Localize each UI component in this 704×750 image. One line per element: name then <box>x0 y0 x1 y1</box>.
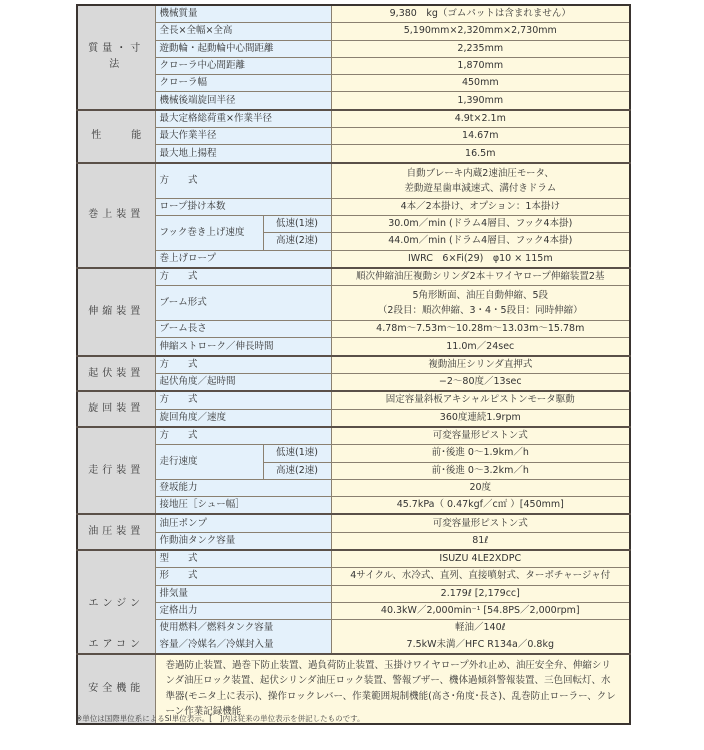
row-label: クローラ中心間距離 <box>155 57 331 74</box>
row-value: −2～80度／13sec <box>331 374 630 392</box>
table-row <box>77 374 630 392</box>
group-label: 性 能 <box>77 110 155 163</box>
row-label: フック巻き上げ速度 <box>155 215 263 250</box>
row-label: ブーム形式 <box>155 286 331 321</box>
row-label: 作動油タンク容量 <box>155 532 331 550</box>
row-value <box>331 286 630 321</box>
row-label: 最大作業半径 <box>155 128 331 145</box>
row-value: 4.9t×2.1m <box>331 110 630 128</box>
table-row <box>77 250 630 268</box>
value-line-2: 差動遊星歯車減速式、溝付きドラム <box>404 182 557 194</box>
table-row <box>77 550 630 568</box>
row-label: 機械質量 <box>155 5 331 23</box>
row-value: 4本／2本掛け、オプション：1本掛け <box>331 198 630 215</box>
value-line-1: 5角形断面、油圧自動伸縮、5段 <box>412 290 549 302</box>
row-label: ブーム長さ <box>155 321 331 338</box>
table-row <box>77 585 630 602</box>
row-label: 全長×全幅×全高 <box>155 23 331 40</box>
row-label: 旋回角度／速度 <box>155 409 331 427</box>
row-label: 排気量 <box>155 585 331 602</box>
table-row <box>77 514 630 532</box>
sub-label: 高速(2速) <box>263 233 331 250</box>
table-row <box>77 532 630 550</box>
row-label: 遊動輪・起動輪中心間距離 <box>155 40 331 57</box>
row-value: 44.0m／min (ドラム4層目、フック4本掛) <box>331 233 630 250</box>
row-value: 1,390mm <box>331 92 630 110</box>
row-label: 油圧ポンプ <box>155 514 331 532</box>
row-label: 容量／冷媒名／冷媒封入量 <box>155 637 331 654</box>
table-row <box>77 321 630 338</box>
table-row <box>77 57 630 74</box>
group-label: 旋回装置 <box>77 391 155 427</box>
table-row <box>77 40 630 57</box>
row-value <box>331 163 630 199</box>
row-label: 起伏角度／起時間 <box>155 374 331 392</box>
row-value: 7.5kW未満／HFC R134a／0.8kg <box>331 637 630 654</box>
table-row <box>77 568 630 585</box>
row-value: 81ℓ <box>331 532 630 550</box>
row-label: 最大地上揚程 <box>155 145 331 163</box>
row-value: 40.3kW／2,000min⁻¹ [54.8PS／2,000rpm] <box>331 602 630 619</box>
table-row <box>77 110 630 128</box>
row-value: 4サイクル、水冷式、直列、直接噴射式、ターボチャージャ付 <box>331 568 630 585</box>
group-label: 質量・寸法 <box>77 5 155 110</box>
row-value: 順次伸縮油圧複動シリンダ2本＋ワイヤロープ伸縮装置2基 <box>331 268 630 286</box>
row-label: 方 式 <box>155 391 331 409</box>
table-row <box>77 479 630 496</box>
row-label: 登坂能力 <box>155 479 331 496</box>
table-row <box>77 92 630 110</box>
row-label: 最大定格総荷重×作業半径 <box>155 110 331 128</box>
table-row <box>77 286 630 321</box>
spec-table <box>76 4 631 725</box>
row-label: 接地圧［シュー幅］ <box>155 497 331 515</box>
row-value: 複動油圧シリンダ直押式 <box>331 356 630 374</box>
sub-label: 低速(1速) <box>263 215 331 232</box>
row-value: 前･後進 0～1.9km／h <box>331 445 630 462</box>
row-value: IWRC 6×Fi(29) φ10 × 115m <box>331 250 630 268</box>
row-label: 形 式 <box>155 568 331 585</box>
table-row <box>77 5 630 23</box>
group-label: 走行装置 <box>77 427 155 514</box>
row-value: 2.179ℓ [2,179cc] <box>331 585 630 602</box>
table-row <box>77 338 630 356</box>
row-label: 方 式 <box>155 427 331 445</box>
row-value: 30.0m／min (ドラム4層目、フック4本掛) <box>331 215 630 232</box>
row-label: ロープ掛け本数 <box>155 198 331 215</box>
table-row <box>77 75 630 92</box>
group-label-aircon: エアコン <box>77 620 155 654</box>
row-label: 巻上げロープ <box>155 250 331 268</box>
table-row <box>77 23 630 40</box>
row-value: 360度連続1.9rpm <box>331 409 630 427</box>
row-value: 45.7kPa（ 0.47kgf／c㎡ ）[450mm] <box>331 497 630 515</box>
group-label: エンジン <box>77 550 155 620</box>
row-value: 4.78m～7.53m～10.28m～13.03m～15.78m <box>331 321 630 338</box>
group-label: 伸縮装置 <box>77 268 155 356</box>
table-row <box>77 391 630 409</box>
footnote: ※単位は国際単位系によるSI単位表示。[ ]内は従来の単位表示を併記したものです。 <box>76 714 365 723</box>
row-label: 方 式 <box>155 163 331 199</box>
group-label: 安全機能 <box>77 654 155 724</box>
row-label: 型 式 <box>155 550 331 568</box>
row-value: 9,380 kg（ゴムパットは含まれません） <box>331 5 630 23</box>
table-row <box>77 356 630 374</box>
row-label: 方 式 <box>155 268 331 286</box>
row-value: 2,235mm <box>331 40 630 57</box>
row-value: 14.67m <box>331 128 630 145</box>
table-row <box>77 409 630 427</box>
table-row <box>77 602 630 619</box>
row-value: 1,870mm <box>331 57 630 74</box>
table-row <box>77 198 630 215</box>
group-label: 油圧装置 <box>77 514 155 550</box>
row-value: 軽油／140ℓ <box>331 620 630 637</box>
table-row <box>77 445 630 462</box>
row-value: ISUZU 4LE2XDPC <box>331 550 630 568</box>
table-row <box>77 620 630 637</box>
sub-label: 低速(1速) <box>263 445 331 462</box>
row-label: 機械後端旋回半径 <box>155 92 331 110</box>
row-value: 16.5m <box>331 145 630 163</box>
safety-features: 巻過防止装置、過巻下防止装置、過負荷防止装置、玉掛けワイヤロープ外れ止め、油圧安全弁、伸縮シリンダ油圧ロック装置、起伏シリンダ油圧ロック装置、警報ブザー、機体過傾斜警報装置、三色回転灯、水準器(モニタ上に表示)、操作ロックレバー、作業範囲規制機能(高さ･角度･長さ)、乱巻防止ローラー、クレーン作業記録機能 <box>155 654 630 724</box>
row-label: 定格出力 <box>155 602 331 619</box>
table-row <box>77 128 630 145</box>
row-label: 伸縮ストローク／伸長時間 <box>155 338 331 356</box>
row-value: 5,190mm×2,320mm×2,730mm <box>331 23 630 40</box>
row-label: クローラ幅 <box>155 75 331 92</box>
row-label: 使用燃料／燃料タンク容量 <box>155 620 331 637</box>
row-label: 走行速度 <box>155 445 263 480</box>
table-row <box>77 215 630 232</box>
row-value: 可変容量形ピストン式 <box>331 514 630 532</box>
table-row <box>77 163 630 199</box>
table-row <box>77 268 630 286</box>
row-label: 方 式 <box>155 356 331 374</box>
row-value: 前･後進 0～3.2km／h <box>331 462 630 479</box>
row-value: 20度 <box>331 479 630 496</box>
table-row <box>77 497 630 515</box>
row-value: 固定容量斜板アキシャルピストンモータ駆動 <box>331 391 630 409</box>
table-row <box>77 145 630 163</box>
value-line-1: 自動ブレーキ内蔵2速油圧モータ、 <box>406 167 554 179</box>
table-row <box>77 427 630 445</box>
group-label: 巻上装置 <box>77 163 155 268</box>
group-label: 起伏装置 <box>77 356 155 392</box>
row-value: 450mm <box>331 75 630 92</box>
sub-label: 高速(2速) <box>263 462 331 479</box>
row-value: 可変容量形ピストン式 <box>331 427 630 445</box>
value-line-2: （2段目：順次伸縮、3・4・5段目：同時伸縮） <box>377 305 583 317</box>
row-value: 11.0m／24sec <box>331 338 630 356</box>
table-row <box>77 637 630 654</box>
